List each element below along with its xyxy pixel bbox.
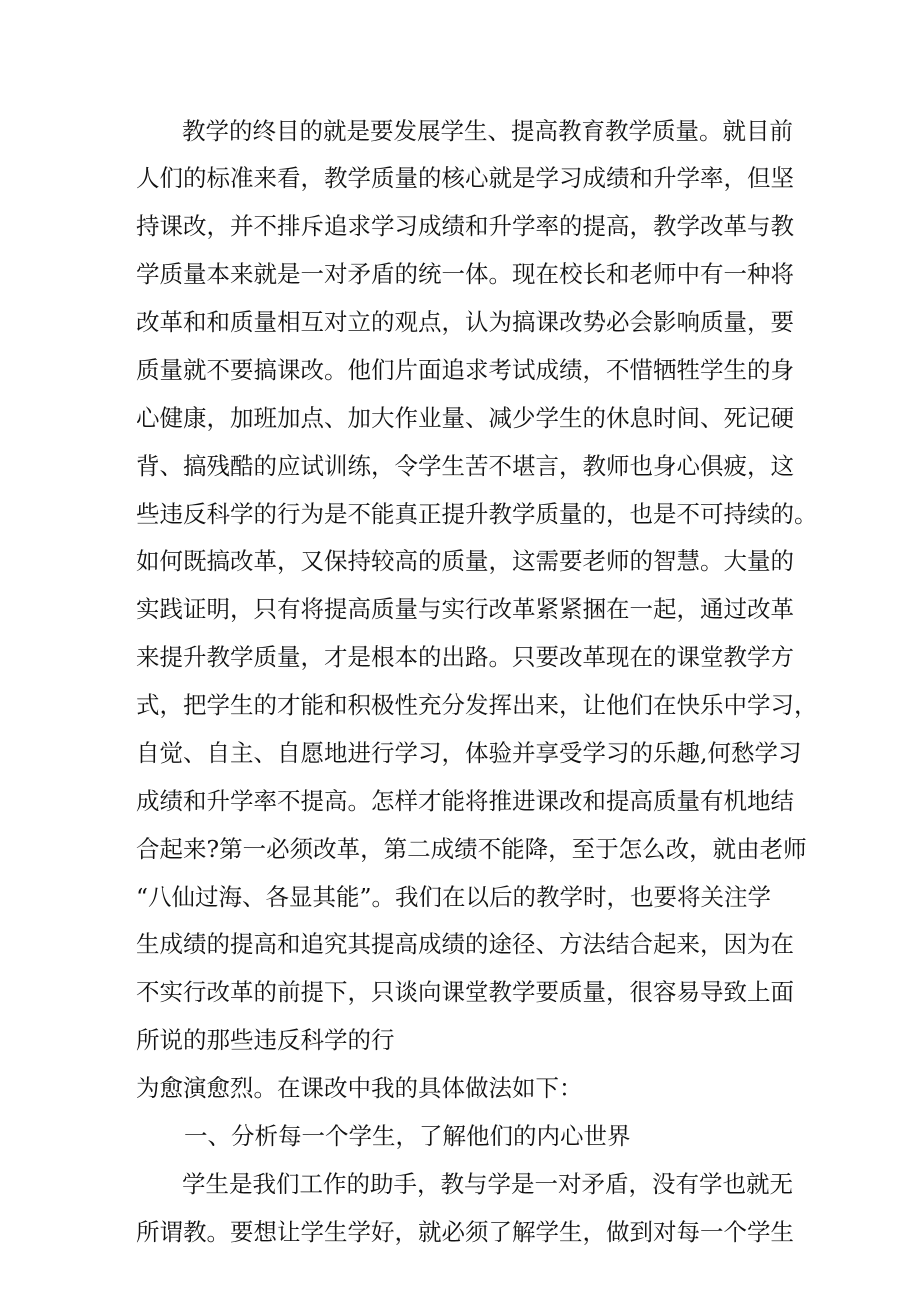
- text-line: 如何既搞改革，又保持较高的质量，这需要老师的智慧。大量的: [136, 547, 794, 575]
- section-heading: 一、分析每一个学生，了解他们的内心世界: [184, 1122, 631, 1150]
- text-line: 学质量本来就是一对矛盾的统一体。现在校长和老师中有一种将: [136, 260, 794, 288]
- text-line: 所说的那些违反科学的行: [136, 1026, 395, 1054]
- text-line: 心健康，加班加点、加大作业量、减少学生的休息时间、死记硬: [136, 404, 794, 432]
- text-line: “八仙过海、各显其能”。我们在以后的教学时，也要将关注学: [136, 883, 772, 911]
- text-line: 些违反科学的行为是不能真正提升教学质量的，也是不可持续的。: [136, 500, 818, 528]
- text-line: 成绩和升学率不提高。怎样才能将推进课改和提高质量有机地结: [136, 787, 794, 815]
- text-line: 来提升教学质量，才是根本的出路。只要改革现在的课堂教学方: [136, 643, 794, 671]
- text-line: 所谓教。要想让学生学好，就必须了解学生，做到对每一个学生: [136, 1218, 794, 1246]
- text-line: 背、搞残酷的应试训练，令学生苦不堪言，教师也身心俱疲，这: [136, 452, 794, 480]
- text-line: 改革和和质量相互对立的观点，认为搞课改势必会影响质量，要: [136, 308, 794, 336]
- text-line: 教学的终目的就是要发展学生、提高教育教学质量。就目前: [182, 117, 793, 145]
- text-line: 实践证明，只有将提高质量与实行改革紧紧捆在一起，通过改革: [136, 595, 794, 623]
- text-line: 学生是我们工作的助手，教与学是一对矛盾，没有学也就无: [182, 1170, 793, 1198]
- text-line: 合起来?第一必须改革，第二成绩不能降，至于怎么改，就由老师: [136, 835, 807, 863]
- text-line: 不实行改革的前提下，只谈向课堂教学要质量，很容易导致上面: [136, 978, 794, 1006]
- text-line: 自觉、自主、自愿地进行学习，体验并享受学习的乐趣,何愁学习: [136, 739, 802, 767]
- text-line: 质量就不要搞课改。他们片面追求考试成绩，不惜牺牲学生的身: [136, 356, 794, 384]
- text-line: 为愈演愈烈。在课改中我的具体做法如下：: [136, 1074, 583, 1102]
- text-line: 人们的标准来看，教学质量的核心就是学习成绩和升学率，但坚: [136, 164, 794, 192]
- text-line: 式，把学生的才能和积极性充分发挥出来，让他们在快乐中学习，: [136, 691, 818, 719]
- text-line: 持课改，并不排斥追求学习成绩和升学率的提高，教学改革与教: [136, 212, 794, 240]
- text-line: 生成绩的提高和追究其提高成绩的途径、方法结合起来，因为在: [136, 930, 794, 958]
